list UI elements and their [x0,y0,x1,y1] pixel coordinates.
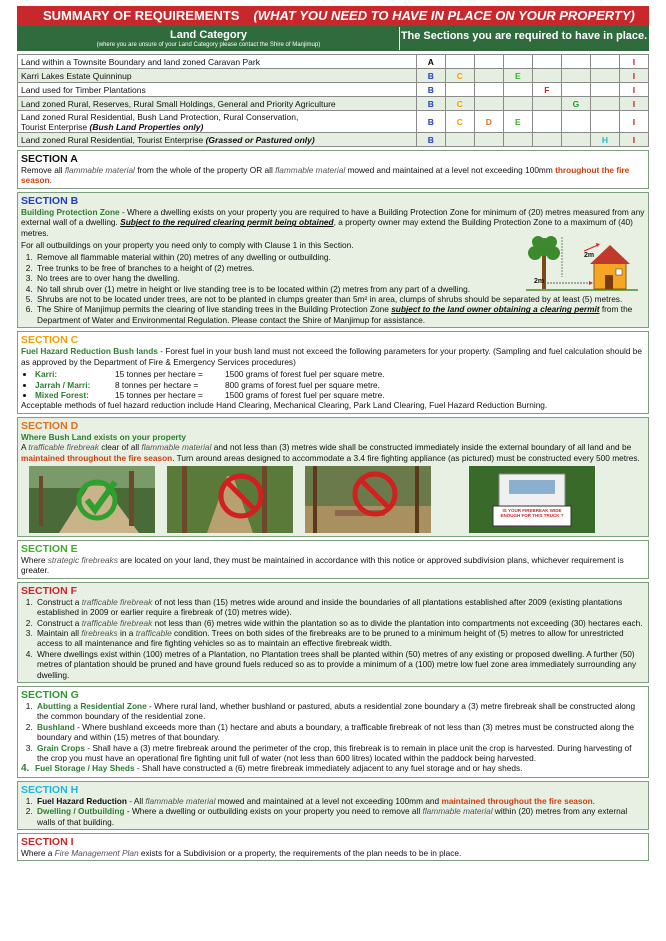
sections-heading: The Sections you are required to have in place. [400,30,648,42]
section-marker [445,133,474,147]
section-marker: C [445,111,474,133]
category-row [18,69,649,83]
section-f [17,582,649,683]
section-marker: I [619,69,648,83]
category-label: Land used for Timber Plantations [18,83,417,97]
section-marker: I [619,97,648,111]
section-marker [474,133,503,147]
category-label: Land within a Townsite Boundary and land zoned Caravan Park [18,55,417,69]
section-marker [474,55,503,69]
land-category-table [17,54,649,147]
list-item: 2. Tree trunks to be free of branches to a height of (2) metres. [35,263,645,273]
section-marker [503,133,532,147]
section-marker: H [590,133,619,147]
category-label: Land zoned Rural, Reserves, Rural Small Holdings, General and Priority Agriculture [18,97,417,111]
fire-truck-photo [469,466,595,533]
section-marker: B [416,83,445,97]
section-marker: I [619,133,648,147]
section-i-title: SECTION I [21,836,74,849]
section-marker: E [503,69,532,83]
list-item: • Karri: 15 tonnes per hectare = 1500 grams of forest fuel per square metre. [35,369,645,379]
category-label: Land zoned Rural Residential, Tourist Enterprise (Grassed or Pastured only) [18,133,417,147]
section-e-title: SECTION E [21,542,78,555]
page-banner [17,6,649,26]
section-i-text: Where a Fire Management Plan exists for a Subdivision or a property, the requirements of the plan needs to be in place. [21,848,462,859]
bad-firebreak-photo [305,466,431,533]
banner-subtitle: (WHAT YOU NEED TO HAVE IN PLACE ON YOUR PROPERTY) [253,8,635,23]
section-marker [561,111,590,133]
banner-title: SUMMARY OF REQUIREMENTS [43,8,240,23]
section-marker: B [416,97,445,111]
section-marker [474,97,503,111]
section-e [17,540,649,579]
section-b-title: SECTION B [21,194,79,207]
truck-sign: IS YOUR FIREBREAK WIDE ENOUGH FOR THIS TRUCK ? [500,507,564,518]
section-marker [445,83,474,97]
dimension-label: 2m [584,251,595,259]
land-category-heading: Land Category [169,29,247,41]
section-marker: E [503,111,532,133]
section-marker [503,55,532,69]
category-row [18,111,649,133]
list-item: 2. Bushland - Where bushland exceeds more than (1) hectare and abuts a boundary, a trafficable firebreak of not less than (3) metres must be constructed along the boundary and within (15) metres of that boundary. [35,722,645,743]
section-d-title: SECTION D [21,419,79,432]
section-marker [561,133,590,147]
section-c-intro: Fuel Hazard Reduction Bush lands - Forest fuel in your bush land must not exceed the following parameters for your property. (Sampling and fuel calculation should be as approved by the Department of Fire & Emergency Services procedures) [21,346,643,367]
list-item: 1. Construct a trafficable firebreak of not less than (15) metres wide around and inside the boundaries of all plantations established after 2009 (existing plantations established in 2009 or earlier require a firebreak of (10) metres wide). [35,597,645,618]
section-marker: I [619,83,648,97]
list-item: 1. Remove all flammable material within (20) metres of any dwelling or outbuilding. [35,252,645,262]
section-a-title: SECTION A [21,153,78,165]
section-marker [503,83,532,97]
section-b-intro: Building Protection Zone - Where a dwelling exists on your property you are required to have a Building Protection Zone for minimum of (20) metres measured from any external wall of a dwelling. Subject to the required clearing permit being obtained, a property owner may extend the Building Protection Zone to a maximum of (40) metres. [21,206,645,238]
section-marker: B [416,111,445,133]
good-firebreak-photo [29,466,155,533]
section-h-list [35,796,645,827]
list-item: 2. Dwelling / Outbuilding - Where a dwelling or outbuilding exists on your property you need to remove all flammable material within (20) metres from any external walls of that building. [35,806,645,827]
list-item: 3. No trees are to over hang the dwelling. [35,273,645,283]
list-item: 6. The Shire of Manjimup permits the clearing of live standing trees in the Building Protection Zone subject to the land owner obtaining a clearing permit from the Department of Water and Environmental Regulation. Please contact the Shire of Manjimup for assistance. [35,304,645,325]
section-marker: B [416,69,445,83]
section-marker: F [532,83,561,97]
section-marker: C [445,69,474,83]
section-marker [532,55,561,69]
section-b-outbuildings: For all outbuildings on your property you need only to comply with Clause 1 in this Section. [21,240,354,251]
section-g-title: SECTION G [21,689,79,701]
section-marker [532,111,561,133]
section-marker [561,83,590,97]
section-marker: I [619,111,648,133]
section-d-subtitle: Where Bush Land exists on your property [21,431,187,442]
list-item: 4. Fuel Storage / Hay Sheds - Shall have constructed a (6) metre firebreak immediately adjacent to any fuel storage and or hay sheds. [21,763,523,775]
section-d [17,417,649,537]
section-b [17,192,649,328]
firebreak-photos [29,466,645,533]
section-h-title: SECTION H [21,783,79,796]
section-marker: A [416,55,445,69]
section-c [17,331,649,413]
section-marker [532,97,561,111]
section-marker [590,97,619,111]
section-marker: G [561,97,590,111]
section-marker: I [619,55,648,69]
list-item: 4. Where dwellings exist within (100) metres of a Plantation, no Plantation trees shall be planted within (50) metres of any existing or proposed dwelling. A further (50) metres of plantation should be pruned and have ground fuels reduced so as to provide a minimum of a (100) metre low fuel zone area immediately surrounding any dwelling. [35,649,645,680]
list-item: 3. Grain Crops - Shall have a (3) metre firebreak around the perimeter of the crop, this firebreak is to remain in place unit the crop is harvested. During harvesting of the crop you must have an operational fire fighting unit full of water (not less than 600 litres) located within the paddock being harvested. [35,743,645,764]
section-f-list [35,597,645,680]
list-item: 4. No tall shrub over (1) metre in height or live standing tree is to be located within (2) metres from any part of a dwelling. [35,284,645,294]
section-marker [445,55,474,69]
bad-firebreak-photo [167,466,293,533]
list-item: 1. Abutting a Residential Zone - Where rural land, whether bushland or pastured, abuts a residential zone boundary a (3) metre firebreak shall be constructed along the common boundary of the residential zone. [35,701,645,722]
section-marker [532,69,561,83]
section-marker: B [416,133,445,147]
category-row [18,97,649,111]
category-label: Karri Lakes Estate Quinninup [18,69,417,83]
section-a [17,150,649,189]
land-category-note: (where you are unsure of your Land Category please contact the Shire of Manjimup) [96,42,321,48]
section-marker: C [445,97,474,111]
section-marker [590,69,619,83]
section-g [17,686,649,778]
section-marker [590,83,619,97]
section-marker [474,69,503,83]
category-row [18,133,649,147]
section-marker: D [474,111,503,133]
category-row [18,83,649,97]
section-marker [503,97,532,111]
section-d-text: A trafficable firebreak clear of all flammable material and not less than (3) metres wide shall be constructed immediately inside the external boundary of all land and be maintained throughout the fire season. Turn around areas designed to accommodate a 3.4 fire fighting appliance (as pictured) must be constructed every 500 metres. [21,442,640,463]
list-item: 2. Construct a trafficable firebreak not less than (6) metres wide within the plantation so as to divide the plantation into compartments not exceeding (30) hectares each. [35,618,645,628]
list-item: 1. Fuel Hazard Reduction - All flammable material mowed and maintained at a level not exceeding 100mm and maintained throughout the fire season. [35,796,645,806]
section-marker [561,69,590,83]
list-item: • Jarrah / Marri: 8 tonnes per hectare = 800 grams of forest fuel per square metre. [35,380,645,390]
section-marker [590,55,619,69]
section-a-text: Remove all flammable material from the whole of the property OR all flammable material mowed and maintained at a level not exceeding 100mm throughout the fire season. [21,165,630,186]
list-item: 5. Shrubs are not to be located under trees, are not to be planted in clumps greater than 5m² in area, clumps of shrubs should be separated by at least (5) metres. [35,294,645,304]
section-marker [561,55,590,69]
section-marker [474,83,503,97]
section-marker [590,111,619,133]
category-row [18,55,649,69]
section-marker [532,133,561,147]
section-h [17,781,649,830]
section-c-methods: Acceptable methods of fuel hazard reduction include Hand Clearing, Mechanical Clearing, Park Land Clearing, Fuel Hazard Reduction Burning. [21,400,548,411]
summary-page [17,6,649,861]
section-c-title: SECTION C [21,334,79,347]
list-item: • Mixed Forest: 15 tonnes per hectare = 1500 grams of forest fuel per square metre. [35,390,645,400]
section-e-text: Where strategic firebreaks are located on your land, they must be maintained in accordance with this notice or approved subdivision plans, whichever requirement is greater. [21,554,624,576]
category-label: Land zoned Rural Residential, Bush Land Protection, Rural Conservation, Tourist Enterprise (Bush Land Properties only) [18,111,417,133]
section-f-title: SECTION F [21,584,78,597]
fuel-load-list [35,369,645,400]
dimension-label: 2m [534,277,545,285]
section-g-list [35,701,645,763]
section-i [17,833,649,861]
protection-zone-illustration [526,233,638,297]
list-item: 3. Maintain all firebreaks in a trafficable condition. Trees on both sides of the firebreaks are to be pruned to a minimum height of (5) metres to allow for unrestricted access to all maintenance and fire fighting vehicles so as to maintain an effective firebreak width. [35,628,645,649]
table-header [17,26,649,51]
